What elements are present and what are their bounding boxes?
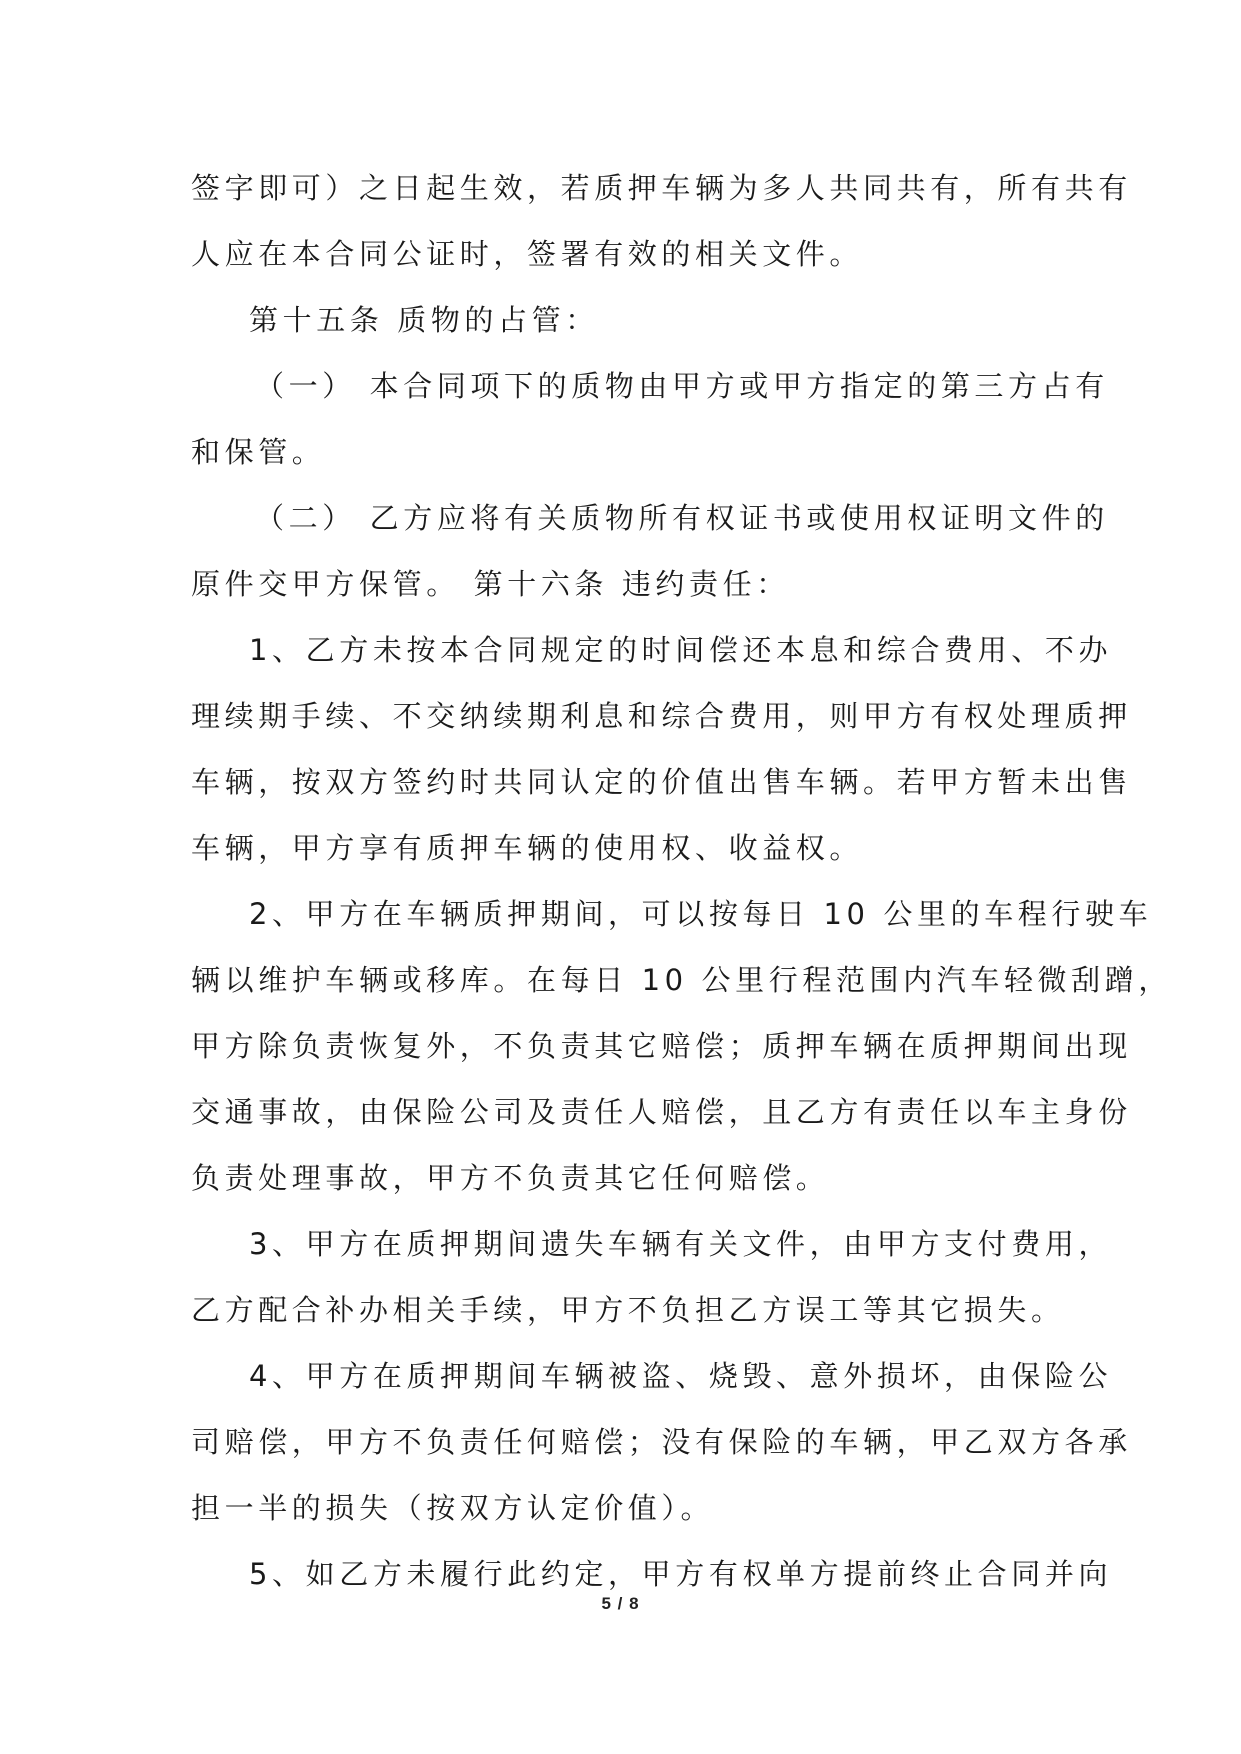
text-line: 司赔偿，甲方不负责任何赔偿；没有保险的车辆，甲乙双方各承 [191,1425,1132,1459]
text-line: 和保管。 [191,435,326,469]
text-line: 负责处理事故，甲方不负责其它任何赔偿。 [191,1161,830,1195]
text-line: 5、如乙方未履行此约定，甲方有权单方提前终止合同并向 [249,1557,1113,1591]
text-line: 1、乙方未按本合同规定的时间偿还本息和综合费用、不办 [249,633,1113,667]
text-line: 2、甲方在车辆质押期间，可以按每日 10 公里的车程行驶车 [249,897,1153,931]
text-line: （一） 本合同项下的质物由甲方或甲方指定的第三方占有 [255,369,1109,403]
section-heading: 第十五条 质物的占管： [249,303,599,337]
document-body [191,155,1172,1607]
text-line: 交通事故，由保险公司及责任人赔偿，且乙方有责任以车主身份 [191,1095,1132,1129]
text-line: 辆以维护车辆或移库。在每日 10 公里行程范围内汽车轻微刮蹭， [191,963,1172,997]
page-number: 5 / 8 [601,1594,640,1613]
text-line: 担一半的损失（按双方认定价值）。 [191,1491,715,1525]
text-line: 人应在本合同公证时，签署有效的相关文件。 [191,237,864,271]
text-line: 理续期手续、不交纳续期利息和综合费用，则甲方有权处理质押 [191,699,1132,733]
text-line: 3、甲方在质押期间遗失车辆有关文件，由甲方支付费用， [249,1227,1113,1261]
text-line: （二） 乙方应将有关质物所有权证书或使用权证明文件的 [255,501,1109,535]
text-line: 车辆，按双方签约时共同认定的价值出售车辆。若甲方暂未出售 [191,765,1132,799]
text-line: 4、甲方在质押期间车辆被盗、烧毁、意外损坏，由保险公 [249,1359,1113,1393]
text-line: 车辆，甲方享有质押车辆的使用权、收益权。 [191,831,864,865]
text-line: 原件交甲方保管。 第十六条 违约责任： [191,567,790,601]
text-line: 甲方除负责恢复外，不负责其它赔偿；质押车辆在质押期间出现 [191,1029,1132,1063]
text-line: 乙方配合补办相关手续，甲方不负担乙方误工等其它损失。 [191,1293,1065,1327]
text-line: 签字即可）之日起生效，若质押车辆为多人共同共有，所有共有 [191,171,1132,205]
